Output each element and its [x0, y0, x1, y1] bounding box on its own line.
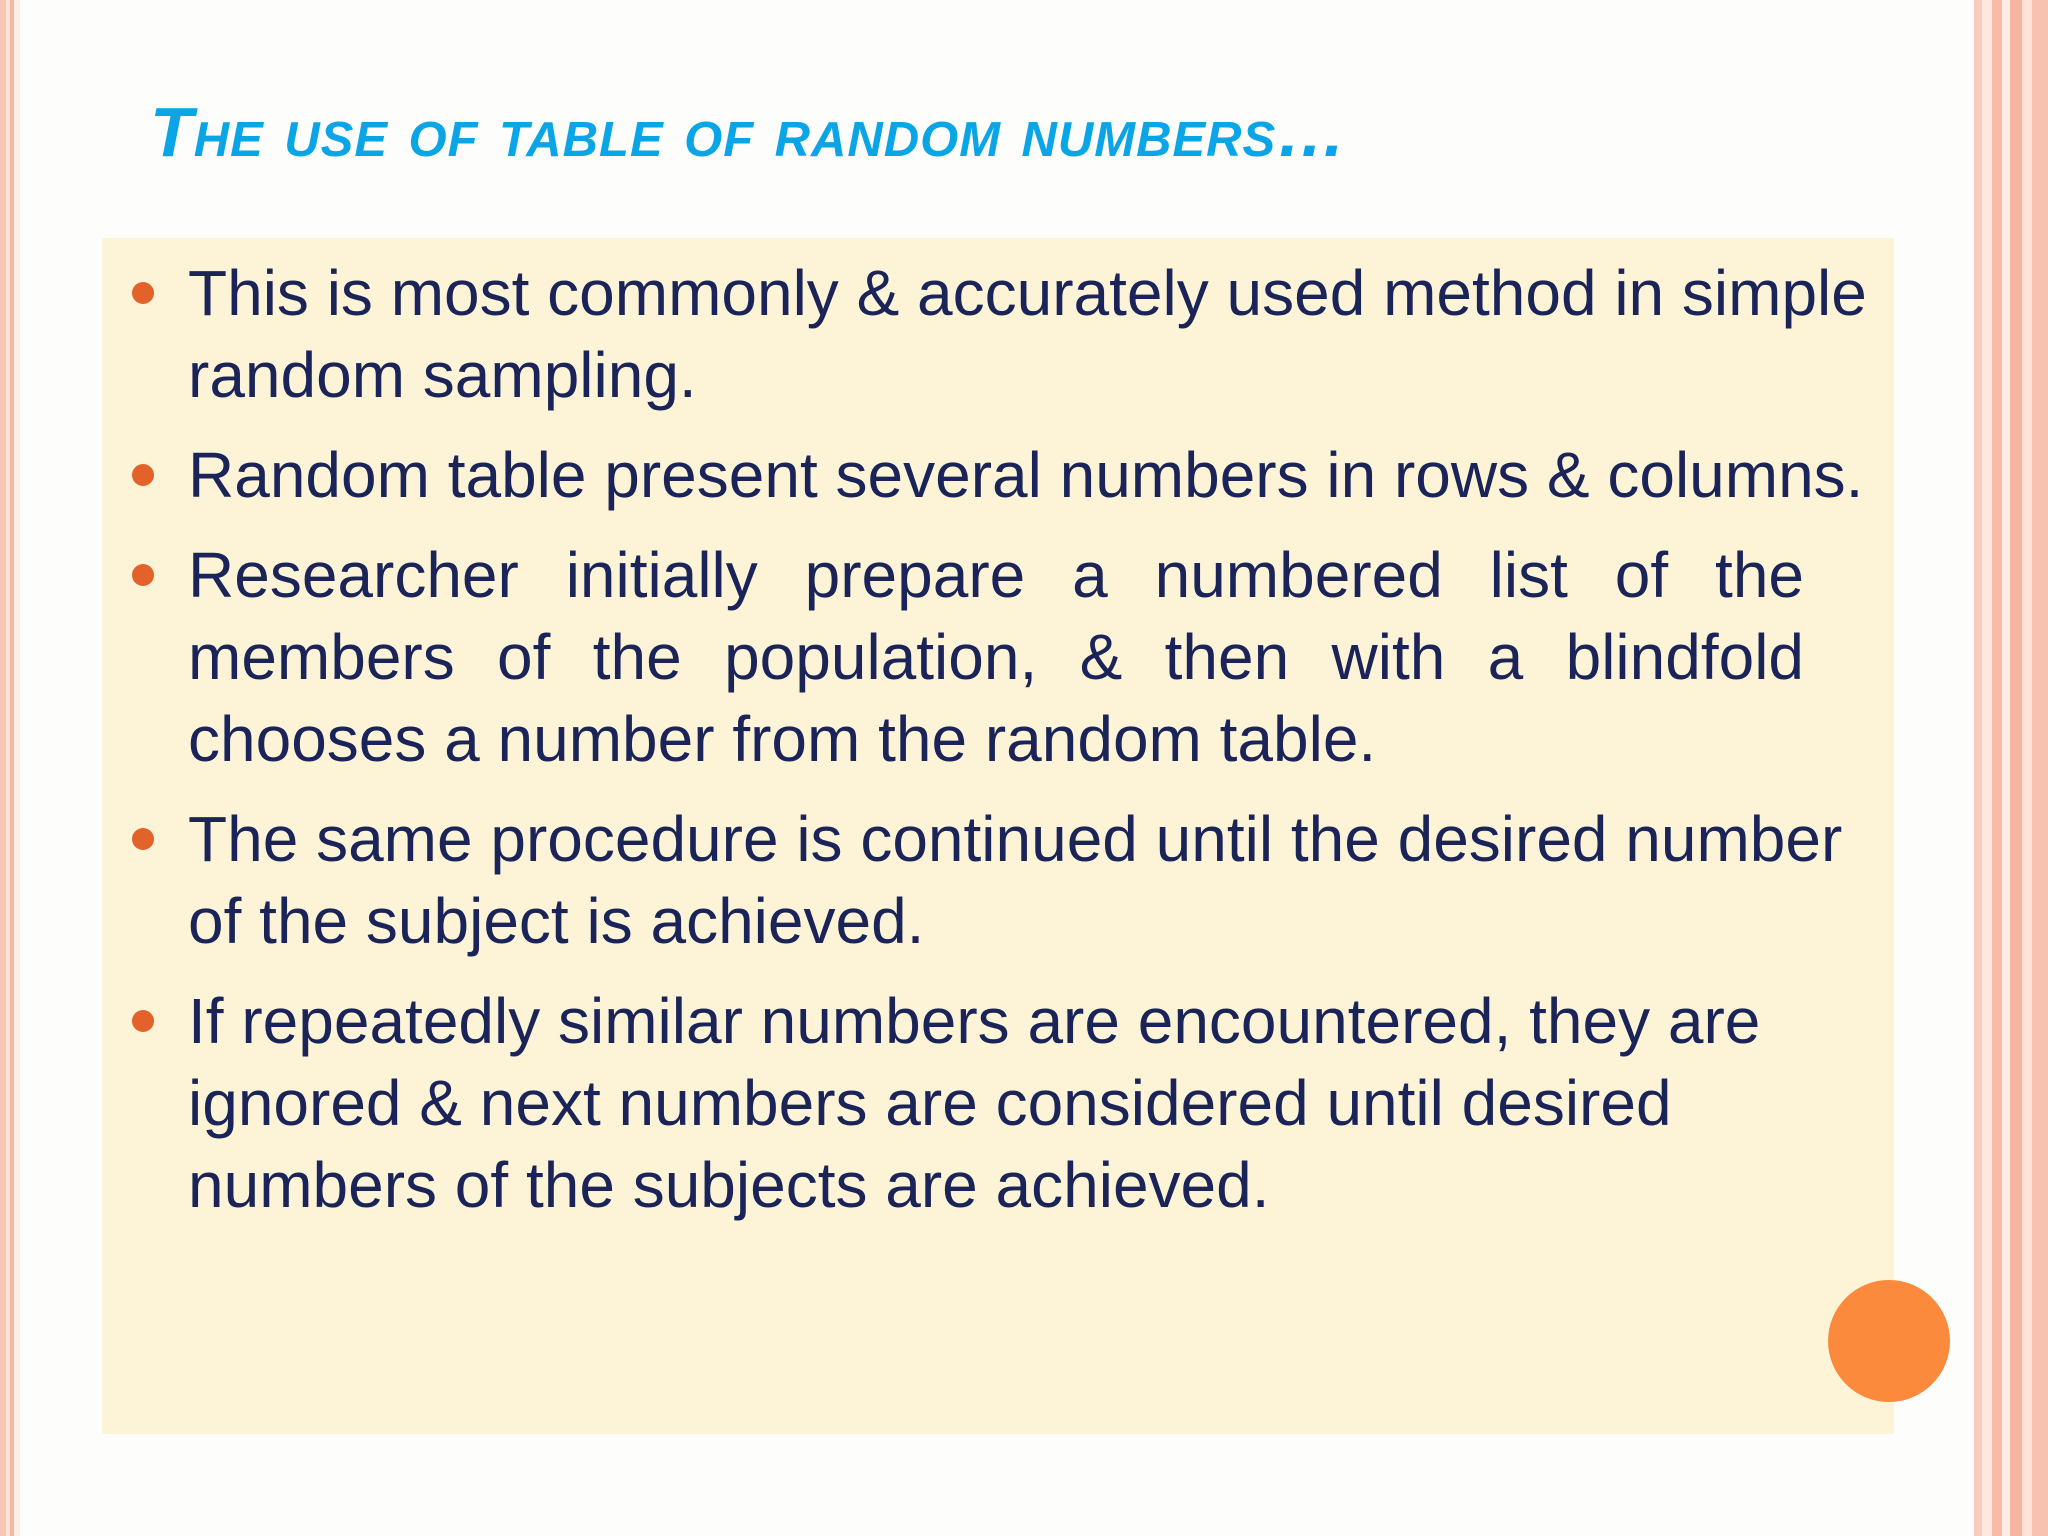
bullet-text: The same procedure is continued until the desired number of the subject is achieved.: [188, 803, 1843, 957]
bullet-list: [188, 252, 1878, 1244]
bullet-text: This is most commonly & accurately used method in simple random sampling.: [188, 257, 1867, 411]
content-box: [102, 238, 1894, 1434]
bullet-text: If repeatedly similar numbers are encountered, they are ignored & next numbers are considered until desired numbers of the subjects are achieved.: [188, 985, 1761, 1221]
slide-title: The use of table of random numbers…: [150, 93, 1348, 171]
left-decorative-border: [0, 0, 20, 1536]
bullet-dot-icon: [132, 1010, 154, 1032]
bullet-text: Random table present several numbers in rows & columns.: [188, 439, 1864, 511]
bullet-text: Researcher initially prepare a numbered list of the members of the population, & then with a blindfold chooses a number from the random table.: [188, 539, 1804, 775]
bullet-dot-icon: [132, 464, 154, 486]
bullet-dot-icon: [132, 828, 154, 850]
bullet-item-2: [188, 434, 1878, 516]
bullet-item-3: [188, 534, 1804, 780]
bullet-dot-icon: [132, 564, 154, 586]
decorative-circle: [1828, 1280, 1950, 1402]
bullet-item-1: [188, 252, 1878, 416]
bullet-item-4: [188, 798, 1878, 962]
bullet-item-5: [188, 980, 1878, 1226]
right-decorative-border: [1966, 0, 2048, 1536]
bullet-dot-icon: [132, 282, 154, 304]
